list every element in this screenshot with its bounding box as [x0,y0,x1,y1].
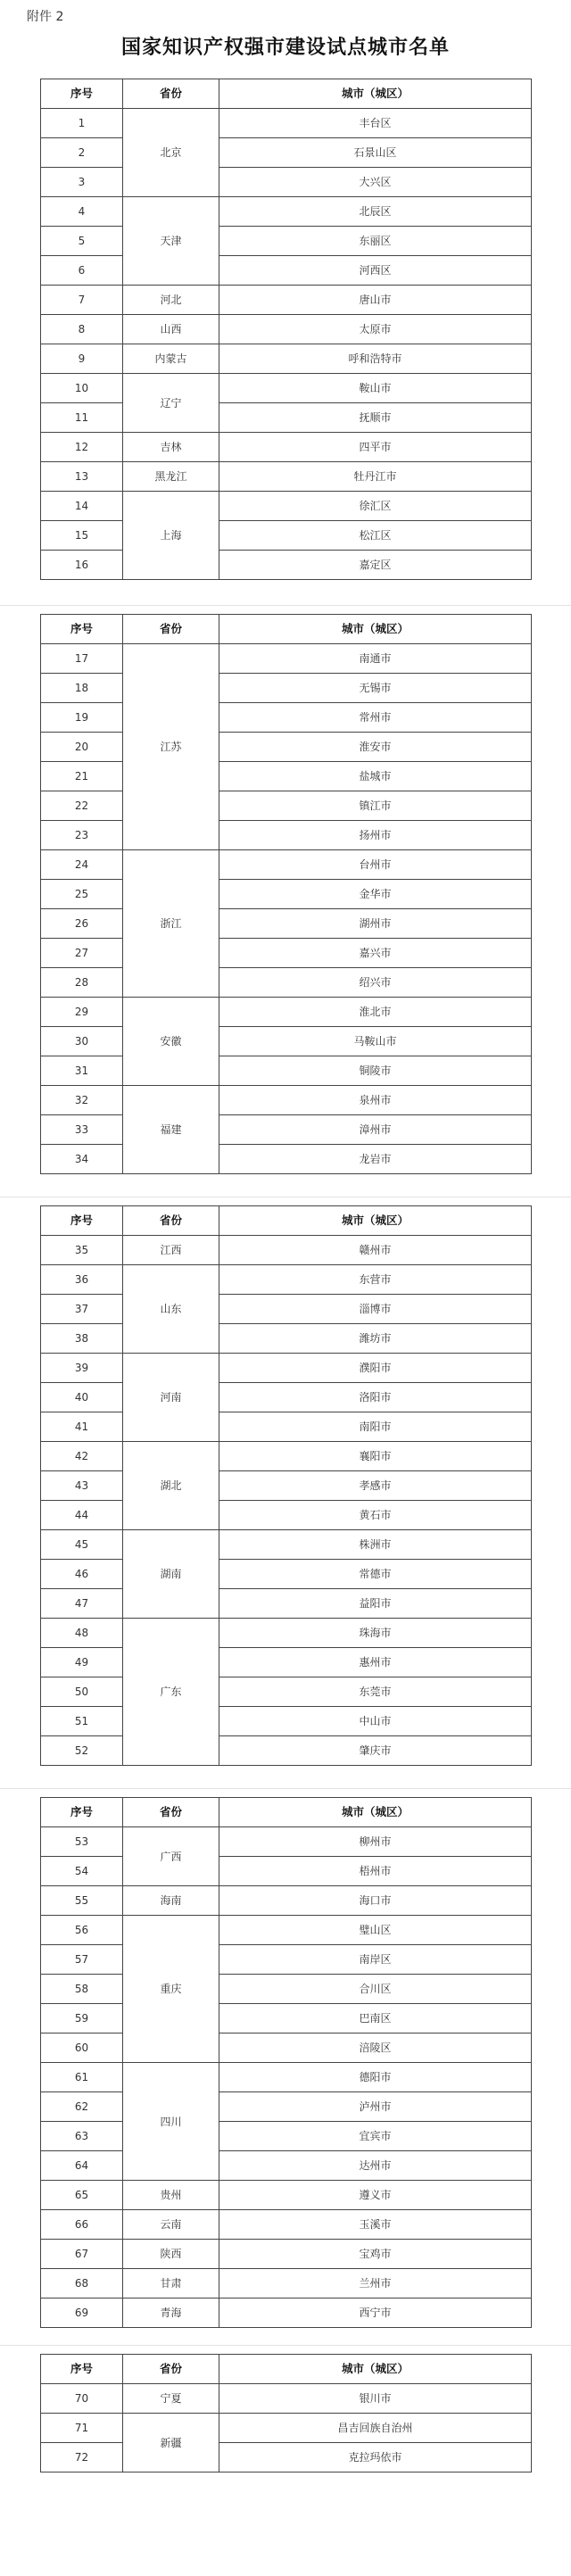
city-cell: 嘉兴市 [219,939,532,968]
city-cell: 濮阳市 [219,1354,532,1383]
table-row [41,1530,532,1560]
row-number: 3 [41,168,123,197]
row-number: 14 [41,492,123,521]
table-row [41,1619,532,1648]
row-number: 52 [41,1736,123,1766]
row-number: 8 [41,315,123,344]
header-number: 序号 [41,2355,123,2384]
province-cell: 广东 [123,1619,219,1766]
row-number: 51 [41,1707,123,1736]
city-cell: 赣州市 [219,1236,532,1265]
row-number: 54 [41,1857,123,1886]
city-cell: 南岸区 [219,1945,532,1975]
row-number: 46 [41,1560,123,1589]
table-row [41,1677,532,1707]
city-cell: 潍坊市 [219,1324,532,1354]
attachment-label: 附件 2 [27,10,64,24]
row-number: 72 [41,2443,123,2472]
city-cell: 涪陵区 [219,2033,532,2063]
table-row [41,2269,532,2299]
table-row [41,909,532,939]
row-number: 7 [41,286,123,315]
header-number: 序号 [41,1206,123,1236]
province-cell: 甘肃 [123,2269,219,2299]
row-number: 13 [41,462,123,492]
province-cell: 江西 [123,1236,219,1265]
province-cell: 贵州 [123,2181,219,2210]
row-number: 34 [41,1145,123,1174]
table-header-row [41,1798,532,1827]
row-number: 31 [41,1056,123,1086]
row-number: 63 [41,2122,123,2151]
table-row [41,1886,532,1916]
province-cell: 黑龙江 [123,462,219,492]
row-number: 60 [41,2033,123,2063]
city-cell: 东丽区 [219,227,532,256]
city-cell: 璧山区 [219,1916,532,1945]
table-row [41,1027,532,1056]
city-cell: 柳州市 [219,1827,532,1857]
table-row [41,1295,532,1324]
city-cell: 南通市 [219,644,532,674]
table-row [41,1945,532,1975]
city-cell: 银川市 [219,2384,532,2414]
province-cell: 宁夏 [123,2384,219,2414]
table-row [41,286,532,315]
header-city: 城市（城区） [219,79,532,109]
city-cell: 无锡市 [219,674,532,703]
city-cell: 宝鸡市 [219,2240,532,2269]
row-number: 26 [41,909,123,939]
row-number: 65 [41,2181,123,2210]
row-number: 40 [41,1383,123,1412]
table-row [41,2004,532,2033]
row-number: 15 [41,521,123,551]
city-cell: 鞍山市 [219,374,532,403]
row-number: 47 [41,1589,123,1619]
row-number: 43 [41,1471,123,1501]
province-cell: 福建 [123,1086,219,1174]
city-cell: 东营市 [219,1265,532,1295]
row-number: 57 [41,1945,123,1975]
city-cell: 东莞市 [219,1677,532,1707]
city-cell: 克拉玛依市 [219,2443,532,2472]
table-row [41,998,532,1027]
city-cell: 马鞍山市 [219,1027,532,1056]
province-cell: 江苏 [123,644,219,850]
row-number: 55 [41,1886,123,1916]
header-city: 城市（城区） [219,1798,532,1827]
table-row [41,1145,532,1174]
row-number: 9 [41,344,123,374]
city-cell: 四平市 [219,433,532,462]
row-number: 22 [41,791,123,821]
row-number: 44 [41,1501,123,1530]
table-row [41,850,532,880]
table-row [41,551,532,580]
table-row [41,1265,532,1295]
row-number: 56 [41,1916,123,1945]
city-cell: 龙岩市 [219,1145,532,1174]
table-row [41,462,532,492]
city-cell: 遵义市 [219,2181,532,2210]
province-cell: 安徽 [123,998,219,1086]
row-number: 64 [41,2151,123,2181]
city-cell: 肇庆市 [219,1736,532,1766]
city-cell: 石景山区 [219,138,532,168]
row-number: 48 [41,1619,123,1648]
table-header-row [41,79,532,109]
table-row [41,492,532,521]
city-cell: 松江区 [219,521,532,551]
city-cell: 台州市 [219,850,532,880]
table-row [41,2063,532,2092]
city-cell: 太原市 [219,315,532,344]
province-cell: 新疆 [123,2414,219,2472]
table-row [41,2122,532,2151]
row-number: 5 [41,227,123,256]
row-number: 28 [41,968,123,998]
city-cell: 常州市 [219,703,532,733]
row-number: 38 [41,1324,123,1354]
row-number: 66 [41,2210,123,2240]
city-cell: 北辰区 [219,197,532,227]
table-row [41,1383,532,1412]
province-cell: 青海 [123,2299,219,2328]
table-header-row [41,615,532,644]
city-cell: 达州市 [219,2151,532,2181]
province-cell: 广西 [123,1827,219,1886]
header-number: 序号 [41,79,123,109]
page-separator [0,2345,571,2346]
city-cell: 湖州市 [219,909,532,939]
province-cell: 北京 [123,109,219,197]
city-cell: 淮北市 [219,998,532,1027]
city-cell: 昌吉回族自治州 [219,2414,532,2443]
row-number: 71 [41,2414,123,2443]
table-header-row [41,2355,532,2384]
table-row [41,197,532,227]
city-cell: 徐汇区 [219,492,532,521]
city-cell: 黄石市 [219,1501,532,1530]
province-cell: 浙江 [123,850,219,998]
table-row [41,1857,532,1886]
city-cell: 嘉定区 [219,551,532,580]
row-number: 68 [41,2269,123,2299]
row-number: 70 [41,2384,123,2414]
city-cell: 德阳市 [219,2063,532,2092]
table-row [41,2414,532,2443]
header-number: 序号 [41,615,123,644]
table-row [41,644,532,674]
table-row [41,762,532,791]
province-cell: 天津 [123,197,219,286]
table-row [41,433,532,462]
city-cell: 玉溪市 [219,2210,532,2240]
row-number: 25 [41,880,123,909]
row-number: 18 [41,674,123,703]
page-separator [0,605,571,606]
table-header-row [41,1206,532,1236]
table-row [41,939,532,968]
row-number: 67 [41,2240,123,2269]
city-cell: 海口市 [219,1886,532,1916]
header-province: 省份 [123,615,219,644]
city-cell: 西宁市 [219,2299,532,2328]
city-cell: 合川区 [219,1975,532,2004]
row-number: 20 [41,733,123,762]
row-number: 53 [41,1827,123,1857]
row-number: 37 [41,1295,123,1324]
city-table [40,614,532,1174]
table-row [41,374,532,403]
table-row [41,1236,532,1265]
province-cell: 陕西 [123,2240,219,2269]
city-table [40,1205,532,1766]
row-number: 10 [41,374,123,403]
table-row [41,1442,532,1471]
city-cell: 绍兴市 [219,968,532,998]
city-cell: 大兴区 [219,168,532,197]
row-number: 49 [41,1648,123,1677]
table-row [41,1827,532,1857]
table-row [41,1648,532,1677]
row-number: 23 [41,821,123,850]
table-row [41,821,532,850]
city-cell: 巴南区 [219,2004,532,2033]
province-cell: 海南 [123,1886,219,1916]
city-cell: 襄阳市 [219,1442,532,1471]
row-number: 69 [41,2299,123,2328]
row-number: 39 [41,1354,123,1383]
row-number: 33 [41,1115,123,1145]
city-table [40,2354,532,2472]
page-separator [0,1788,571,1789]
row-number: 50 [41,1677,123,1707]
table-row [41,1589,532,1619]
header-province: 省份 [123,79,219,109]
table-row [41,2033,532,2063]
table-row [41,2092,532,2122]
document-title: 国家知识产权强市建设试点城市名单 [120,36,450,59]
table-row [41,1056,532,1086]
table-row [41,880,532,909]
header-number: 序号 [41,1798,123,1827]
province-cell: 河北 [123,286,219,315]
row-number: 62 [41,2092,123,2122]
row-number: 11 [41,403,123,433]
row-number: 45 [41,1530,123,1560]
city-cell: 泸州市 [219,2092,532,2122]
city-cell: 淄博市 [219,1295,532,1324]
table-row [41,2210,532,2240]
city-cell: 中山市 [219,1707,532,1736]
table-row [41,227,532,256]
city-cell: 漳州市 [219,1115,532,1145]
row-number: 35 [41,1236,123,1265]
table-row [41,674,532,703]
province-cell: 云南 [123,2210,219,2240]
table-row [41,703,532,733]
city-cell: 宜宾市 [219,2122,532,2151]
city-cell: 盐城市 [219,762,532,791]
city-cell: 惠州市 [219,1648,532,1677]
city-cell: 泉州市 [219,1086,532,1115]
city-cell: 南阳市 [219,1412,532,1442]
table-row [41,521,532,551]
row-number: 58 [41,1975,123,2004]
city-cell: 益阳市 [219,1589,532,1619]
province-cell: 河南 [123,1354,219,1442]
row-number: 41 [41,1412,123,1442]
table-row [41,1086,532,1115]
city-cell: 淮安市 [219,733,532,762]
header-province: 省份 [123,2355,219,2384]
province-cell: 四川 [123,2063,219,2181]
table-row [41,1412,532,1442]
city-cell: 梧州市 [219,1857,532,1886]
row-number: 42 [41,1442,123,1471]
row-number: 21 [41,762,123,791]
city-table [40,79,532,580]
row-number: 16 [41,551,123,580]
city-cell: 常德市 [219,1560,532,1589]
city-cell: 扬州市 [219,821,532,850]
row-number: 24 [41,850,123,880]
city-cell: 唐山市 [219,286,532,315]
row-number: 19 [41,703,123,733]
table-row [41,1975,532,2004]
city-cell: 呼和浩特市 [219,344,532,374]
table-row [41,791,532,821]
table-row [41,1707,532,1736]
row-number: 30 [41,1027,123,1056]
city-cell: 金华市 [219,880,532,909]
row-number: 4 [41,197,123,227]
city-cell: 铜陵市 [219,1056,532,1086]
row-number: 6 [41,256,123,286]
table-row [41,1115,532,1145]
city-cell: 兰州市 [219,2269,532,2299]
header-province: 省份 [123,1798,219,1827]
table-row [41,1736,532,1766]
table-row [41,2240,532,2269]
table-row [41,109,532,138]
table-row [41,968,532,998]
city-cell: 株洲市 [219,1530,532,1560]
row-number: 36 [41,1265,123,1295]
province-cell: 上海 [123,492,219,580]
province-cell: 重庆 [123,1916,219,2063]
header-city: 城市（城区） [219,2355,532,2384]
row-number: 12 [41,433,123,462]
table-row [41,2384,532,2414]
city-table [40,1797,532,2328]
table-row [41,2299,532,2328]
row-number: 27 [41,939,123,968]
table-row [41,138,532,168]
row-number: 59 [41,2004,123,2033]
table-row [41,1916,532,1945]
row-number: 1 [41,109,123,138]
city-cell: 河西区 [219,256,532,286]
header-city: 城市（城区） [219,1206,532,1236]
row-number: 17 [41,644,123,674]
row-number: 61 [41,2063,123,2092]
city-cell: 镇江市 [219,791,532,821]
table-row [41,2443,532,2472]
table-row [41,2181,532,2210]
table-row [41,1501,532,1530]
province-cell: 山东 [123,1265,219,1354]
row-number: 2 [41,138,123,168]
table-row [41,2151,532,2181]
table-row [41,344,532,374]
row-number: 32 [41,1086,123,1115]
city-cell: 牡丹江市 [219,462,532,492]
city-cell: 丰台区 [219,109,532,138]
city-cell: 孝感市 [219,1471,532,1501]
province-cell: 内蒙古 [123,344,219,374]
province-cell: 湖北 [123,1442,219,1530]
table-row [41,256,532,286]
table-row [41,733,532,762]
city-cell: 洛阳市 [219,1383,532,1412]
table-row [41,168,532,197]
header-province: 省份 [123,1206,219,1236]
table-row [41,315,532,344]
row-number: 29 [41,998,123,1027]
table-row [41,1324,532,1354]
province-cell: 辽宁 [123,374,219,433]
table-row [41,1560,532,1589]
province-cell: 吉林 [123,433,219,462]
header-city: 城市（城区） [219,615,532,644]
province-cell: 湖南 [123,1530,219,1619]
table-row [41,1354,532,1383]
table-row [41,403,532,433]
province-cell: 山西 [123,315,219,344]
city-cell: 珠海市 [219,1619,532,1648]
table-row [41,1471,532,1501]
city-cell: 抚顺市 [219,403,532,433]
